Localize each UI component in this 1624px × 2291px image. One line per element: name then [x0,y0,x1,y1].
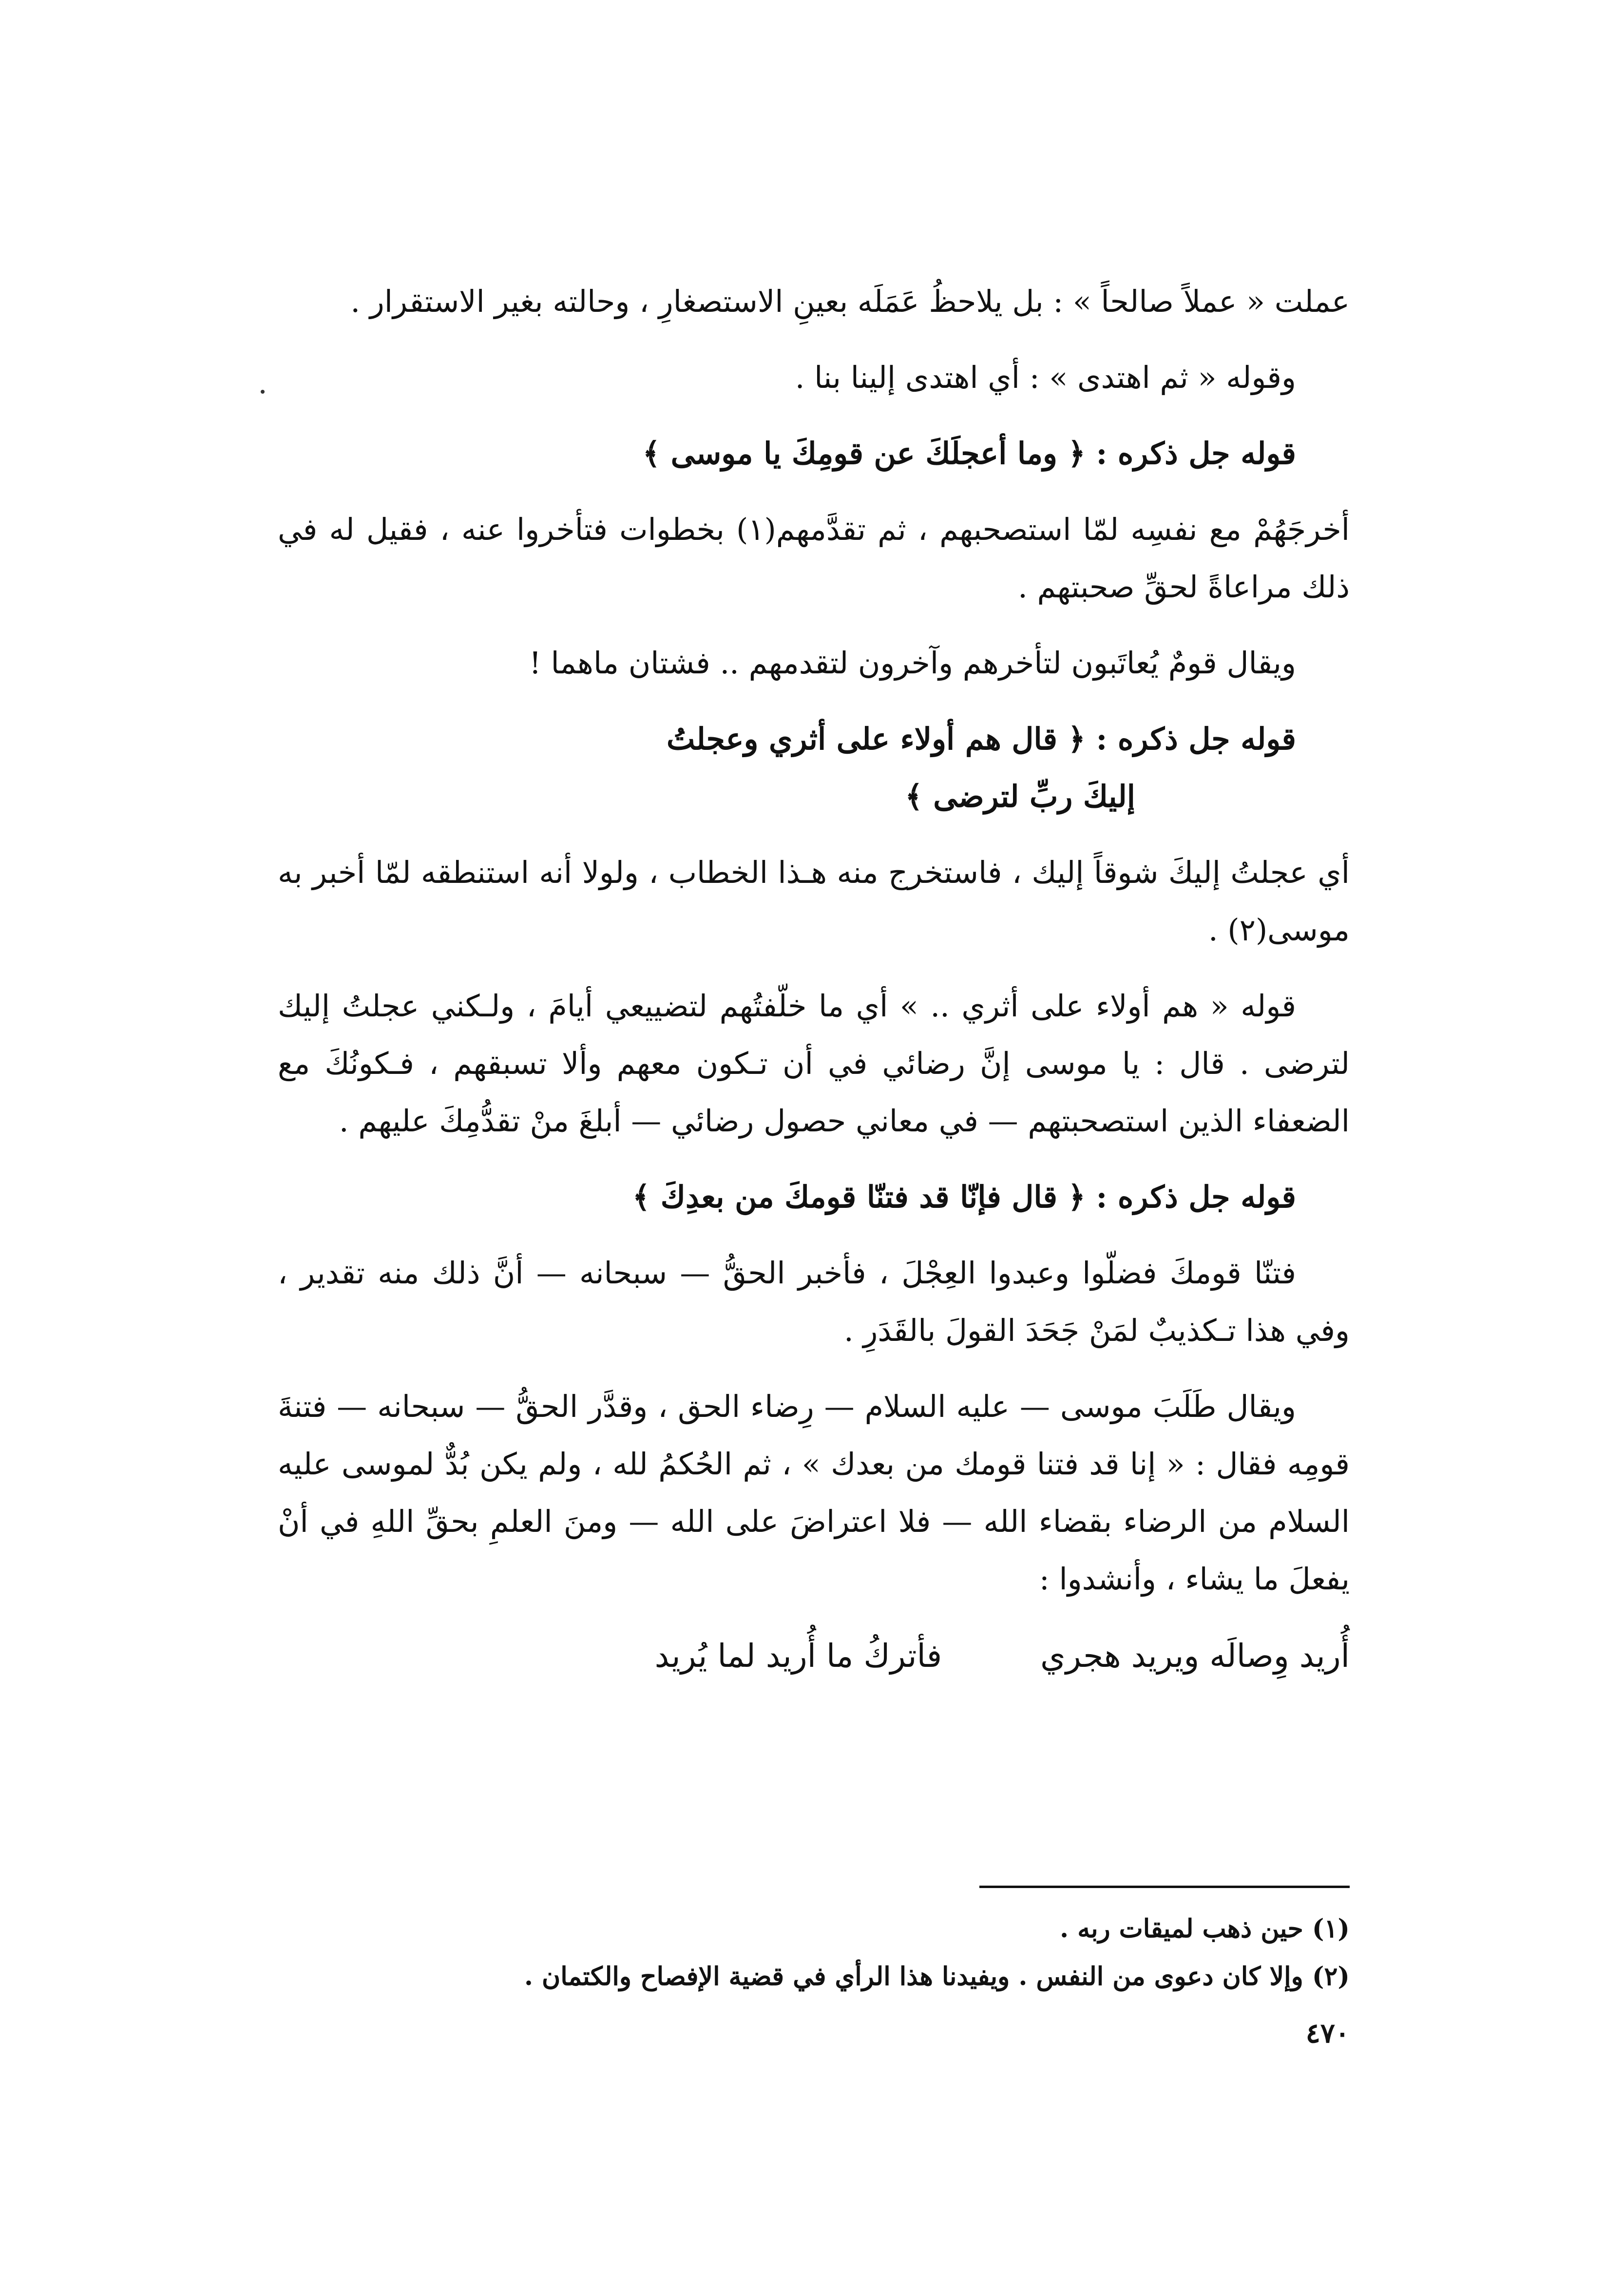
paragraph-7: فتنّا قومكَ فضلّوا وعبدوا العِجْلَ ، فأخبر الحقُّ — سبحانه — أنَّ ذلك منه تقدير ، وفي هذا تـكذيبٌ لمَنْ جَحَدَ القولَ بالقَدَرِ . [278,1255,1350,1348]
verse-left-hemistich: فأتركُ ما أُريد لما يُريد [654,1637,942,1675]
quran-citation-2-line2: إليكَ ربِّ لترضى ﴾ [905,779,1135,814]
paragraph-2: وقوله « ثم اهتدى » : أي اهتدى إلينا بنا . [795,360,1296,395]
stray-mark [261,390,265,394]
paragraph-5: أي عجلتُ إليكَ شوقاً إليك ، فاستخرج منه هـذا الخطاب ، ولولا أنه استنطقه لمّا أخبر به موسى(٢) . [278,855,1350,948]
footnote-divider [979,1886,1350,1888]
quran-citation-3: قوله جل ذكره : ﴿ قال فإنّا قد فتنّا قومكَ من بعدِكَ ﴾ [632,1179,1296,1215]
paragraph-4: ويقال قومٌ يُعاتَبون لتأخرهم وآخرون لتقدمهم .. فشتان ماهما ! [529,645,1296,681]
paragraph-8: ويقال طَلَبَ موسى — عليه السلام — رِضاء الحق ، وقدَّر الحقُّ — سبحانه — فتنةَ قومِه فقال : « إنا قد فتنا قومك من بعدك » ، ثم الحُكمُ لله ، ولم يكن بُدٌّ لموسى عليه السلام من الرضاء بقضاء الله — فلا اعتراضَ على الله — ومنَ العلمِ بحقِّ اللهِ في أنْ يفعلَ ما يشاء ، وأنشدوا : [278,1389,1350,1597]
main-text [278,273,1350,1685]
footnote-2: (٢) وإلا كان دعوى من النفس . ويفيدنا هذا الرأي في قضية الإفصاح والكتمان . [524,1962,1350,1991]
quran-citation-1: قوله جل ذكره : ﴿ وما أعجلَكَ عن قومِكَ يا موسى ﴾ [642,436,1296,471]
poetry-verse [278,1627,1350,1685]
footnote-1: (١) حين ذهب لميقات ربه . [1060,1914,1350,1944]
quran-citation-2 [278,710,1350,825]
paragraph-6: قوله « هم أولاء على أثري .. » أي ما خلّفتُهم لتضييعي أيامَ ، ولـكني عجلتُ إليك لترضى . قال : يا موسى إنَّ رضائي في أن تـكون معهم وألا تسبقهم ، فـكونُكَ مع الضعفاء الذين استصحبتهم — في معاني حصول رضائي — أبلغَ منْ تقدُّمِكَ عليهم . [278,988,1350,1139]
paragraph-1: عملت « عملاً صالحاً » : بل يلاحظُ عَمَلَه بعينِ الاستصغارِ ، وحالته بغير الاستقرار . [350,284,1350,319]
paragraph-3: أخرجَهُمْ مع نفسِه لمّا استصحبهم ، ثم تقدَّمهم(١) بخطوات فتأخروا عنه ، فقيل له في ذلك مراعاةً لحقِّ صحبتهم . [278,512,1350,605]
footnotes [278,1905,1350,2001]
page-number: ٤٧٠ [1305,2017,1350,2049]
quran-citation-2-line1: قوله جل ذكره : ﴿ قال هم أولاء على أثري وعجلتُ [667,721,1296,757]
verse-right-hemistich: أُريد وِصالَه ويريد هجري [1040,1637,1350,1675]
